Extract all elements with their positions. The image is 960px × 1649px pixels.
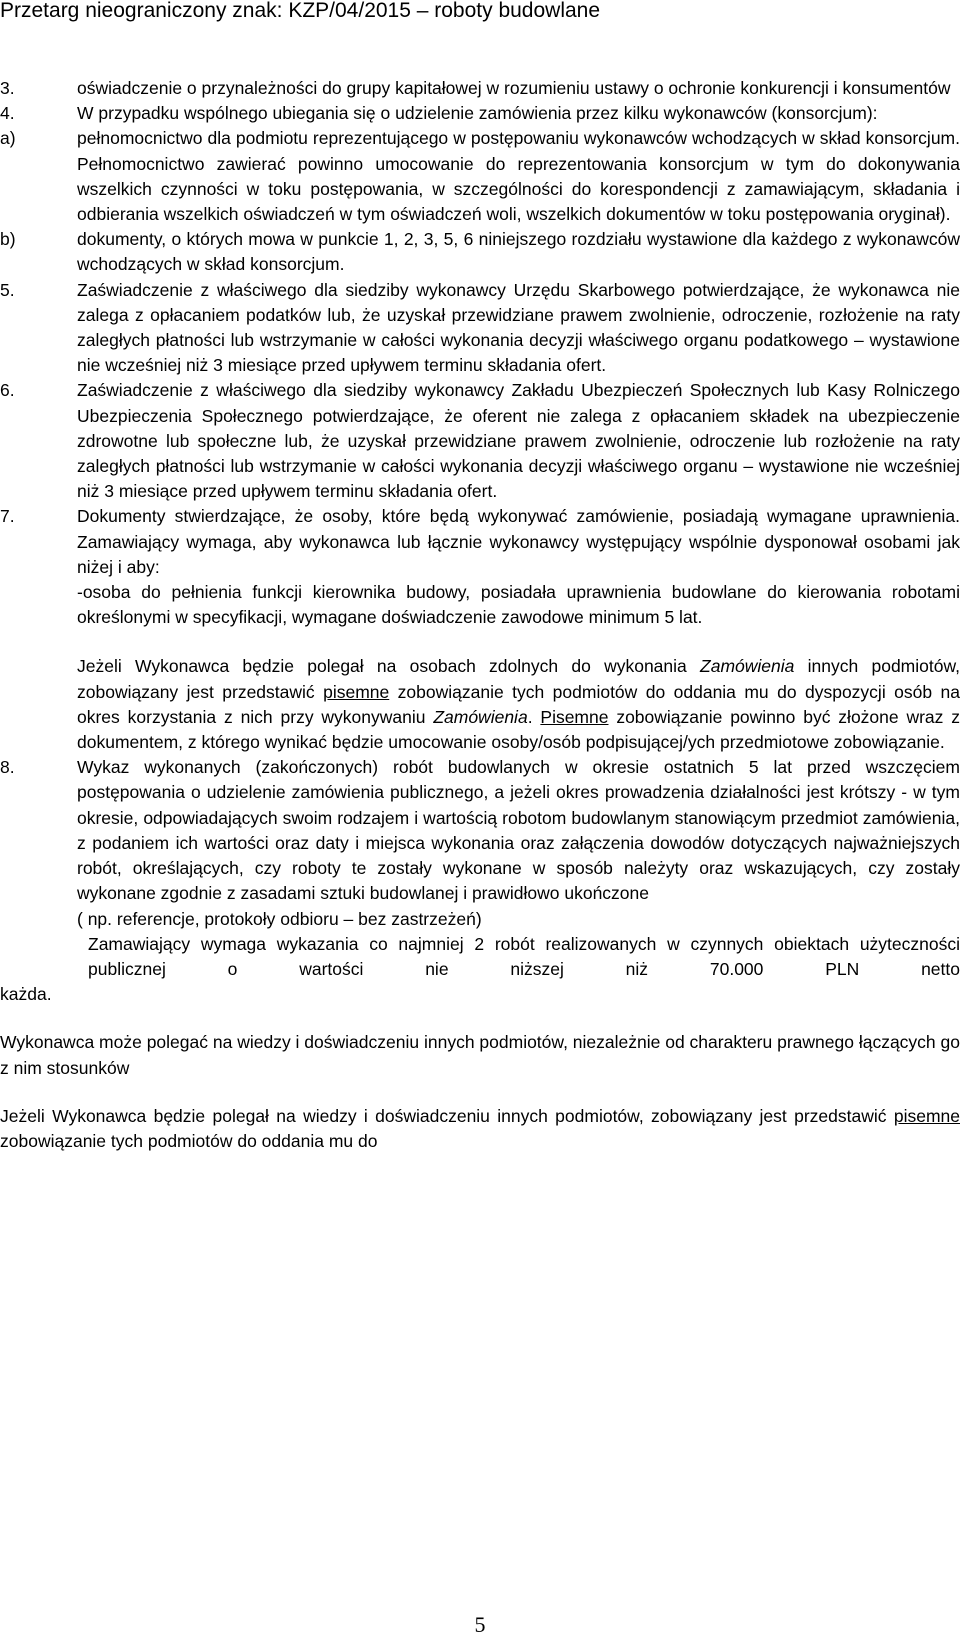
list-item-6: [0, 378, 960, 504]
item-number: b): [0, 229, 16, 250]
item-number: 8.: [0, 757, 15, 778]
list-item-8: [0, 755, 960, 906]
paragraph-1: Wykonawca może polegać na wiedzy i doświadczeniu innych podmiotów, niezależnie od charakteru prawnego łączących go z nim stosunków: [0, 1032, 960, 1078]
item-number: a): [0, 128, 16, 149]
item-number: 4.: [0, 103, 15, 124]
list-item-7-requirement: -osoba do pełnienia funkcji kierownika budowy, posiadała uprawnienia budowlane do kierowania robotami określonymi w specyfikacji, wymagane doświadczenie zawodowe minimum 5 lat.: [77, 582, 960, 628]
underlined-text: Pisemne: [540, 706, 609, 727]
list-item-7-paragraph: Jeżeli Wykonawca będzie polegał na osobach zdolnych do wykonania Zamówienia innych podmiotów, zobowiązany jest przedstawić pisemne zobowiązanie tych podmiotów do oddania mu do dyspozycji osób na okres korzystania z nich przy wykonywaniu Zamówienia. Pisemne zobowiązanie powinno być złożone wraz z dokumentem, z którego wynikać będzie umocowanie osoby/osób podpisującej/ych przedmiotowe zobowiązanie.: [77, 656, 960, 753]
document-header: [0, 0, 960, 44]
item-text: oświadczenie o przynależności do grupy kapitałowej w rozumieniu ustawy o ochronie konkurencji i konsumentów: [77, 78, 951, 98]
page-number: 5: [474, 1612, 486, 1637]
list-item-7: [0, 504, 960, 580]
paragraph-2: Jeżeli Wykonawca będzie polegał na wiedzy i doświadczeniu innych podmiotów, zobowiązany jest przedstawić pisemne zobowiązanie tych podmiotów do oddania mu do: [0, 1105, 960, 1151]
item-number: 7.: [0, 506, 15, 527]
list-item-8-end: każda.: [0, 984, 52, 1005]
item-text: Wykaz wykonanych (zakończonych) robót budowlanych w okresie ostatnich 5 lat przed wszczęciem postępowania o udzielenie zamówienia publicznego, a jeżeli okres prowadzenia działalności jest krótszy - w tym okresie, odpowiadających swoim rodzajem i wartością robotom budowlanym stanowiącym przedmiot zamówienia, z podaniem ich wartości oraz daty i miejsca wykonania oraz załączenia dowodów dotyczących najważniejszych robót, określających, czy roboty te zostały wykonane w sposób należyty oraz wskazujących, czy zostały wykonane zgodnie z zasadami sztuki budowlanej i prawidłowo ukończone: [77, 757, 960, 904]
list-item-4: [0, 101, 960, 126]
list-item-3: [0, 76, 960, 101]
list-item-8-note: ( np. referencje, protokoły odbioru – bez zastrzeżeń): [77, 908, 482, 929]
list-item-8-requirement: Zamawiający wymaga wykazania co najmniej 2 robót realizowanych w czynnych obiektach użyteczności publicznej o wartości nie niższej niż 70.000 PLN netto każda.: [0, 932, 960, 1008]
list-item-b: [0, 227, 960, 277]
underlined-text: pisemne: [893, 1105, 960, 1126]
emphasis: Zamówienia: [700, 656, 795, 677]
item-number: 6.: [0, 380, 15, 401]
emphasis: Zamówienia: [433, 706, 528, 727]
underlined-text: pisemne: [323, 681, 390, 702]
list-item-5: [0, 278, 960, 379]
item-number: 3.: [0, 78, 15, 98]
list-item-a: [0, 126, 960, 227]
item-text: Dokumenty stwierdzające, że osoby, które będą wykonywać zamówienie, posiadają wymagane uprawnienia. Zamawiający wymaga, aby wykonawca lub łącznie wykonawcy występujący wspólnie dysponował osobami jak niżej i aby:: [77, 506, 960, 577]
item-text: Zaświadczenie z właściwego dla siedziby wykonawcy Urzędu Skarbowego potwierdzające, że wykonawca nie zalega z opłacaniem podatków lub, że uzyskał przewidziane prawem zwolnienie, odroczenie, rozłożenie na raty zaległych płatności lub wstrzymanie w całości wykonania decyzji właściwego organu podatkowego – wystawione nie wcześniej niż 3 miesiące przed upływem terminu składania ofert.: [77, 279, 960, 376]
header-title: Przetarg nieograniczony znak: KZP/04/2015 – roboty budowlane: [0, 0, 601, 22]
item-text: W przypadku wspólnego ubiegania się o udzielenie zamówienia przez kilku wykonawców (konsorcjum):: [77, 103, 878, 124]
item-text: dokumenty, o których mowa w punkcie 1, 2, 3, 5, 6 niniejszego rozdziału wystawione dla każdego z wykonawców wchodzących w skład konsorcjum.: [77, 229, 960, 275]
document-body: [0, 76, 960, 1154]
item-text: pełnomocnictwo dla podmiotu reprezentującego w postępowaniu wykonawców wchodzących w skład konsorcjum. Pełnomocnictwo zawierać powinno umocowanie do reprezentowania konsorcjum w tym do dokonywania wszelkich czynności w toku postępowania, w szczególności do korespondencji z zamawiającym, składania i odbierania wszelkich oświadczeń w tym oświadczeń woli, wszelkich dokumentów w toku postępowania oryginał).: [77, 128, 960, 225]
item-number: 5.: [0, 279, 15, 300]
item-text: Zaświadczenie z właściwego dla siedziby wykonawcy Zakładu Ubezpieczeń Społecznych lub Kasy Rolniczego Ubezpieczenia Społecznego potwierdzające, że oferent nie zalega z opłacaniem składek na ubezpieczenie zdrowotne lub społeczne lub, że uzyskał przewidziane prawem zwolnienie, odroczenie lub rozłożenie na raty zaległych płatności lub wstrzymanie w całości wykonania decyzji właściwego organu – wystawione nie wcześniej niż 3 miesiące przed upływem terminu składania ofert.: [77, 380, 960, 502]
